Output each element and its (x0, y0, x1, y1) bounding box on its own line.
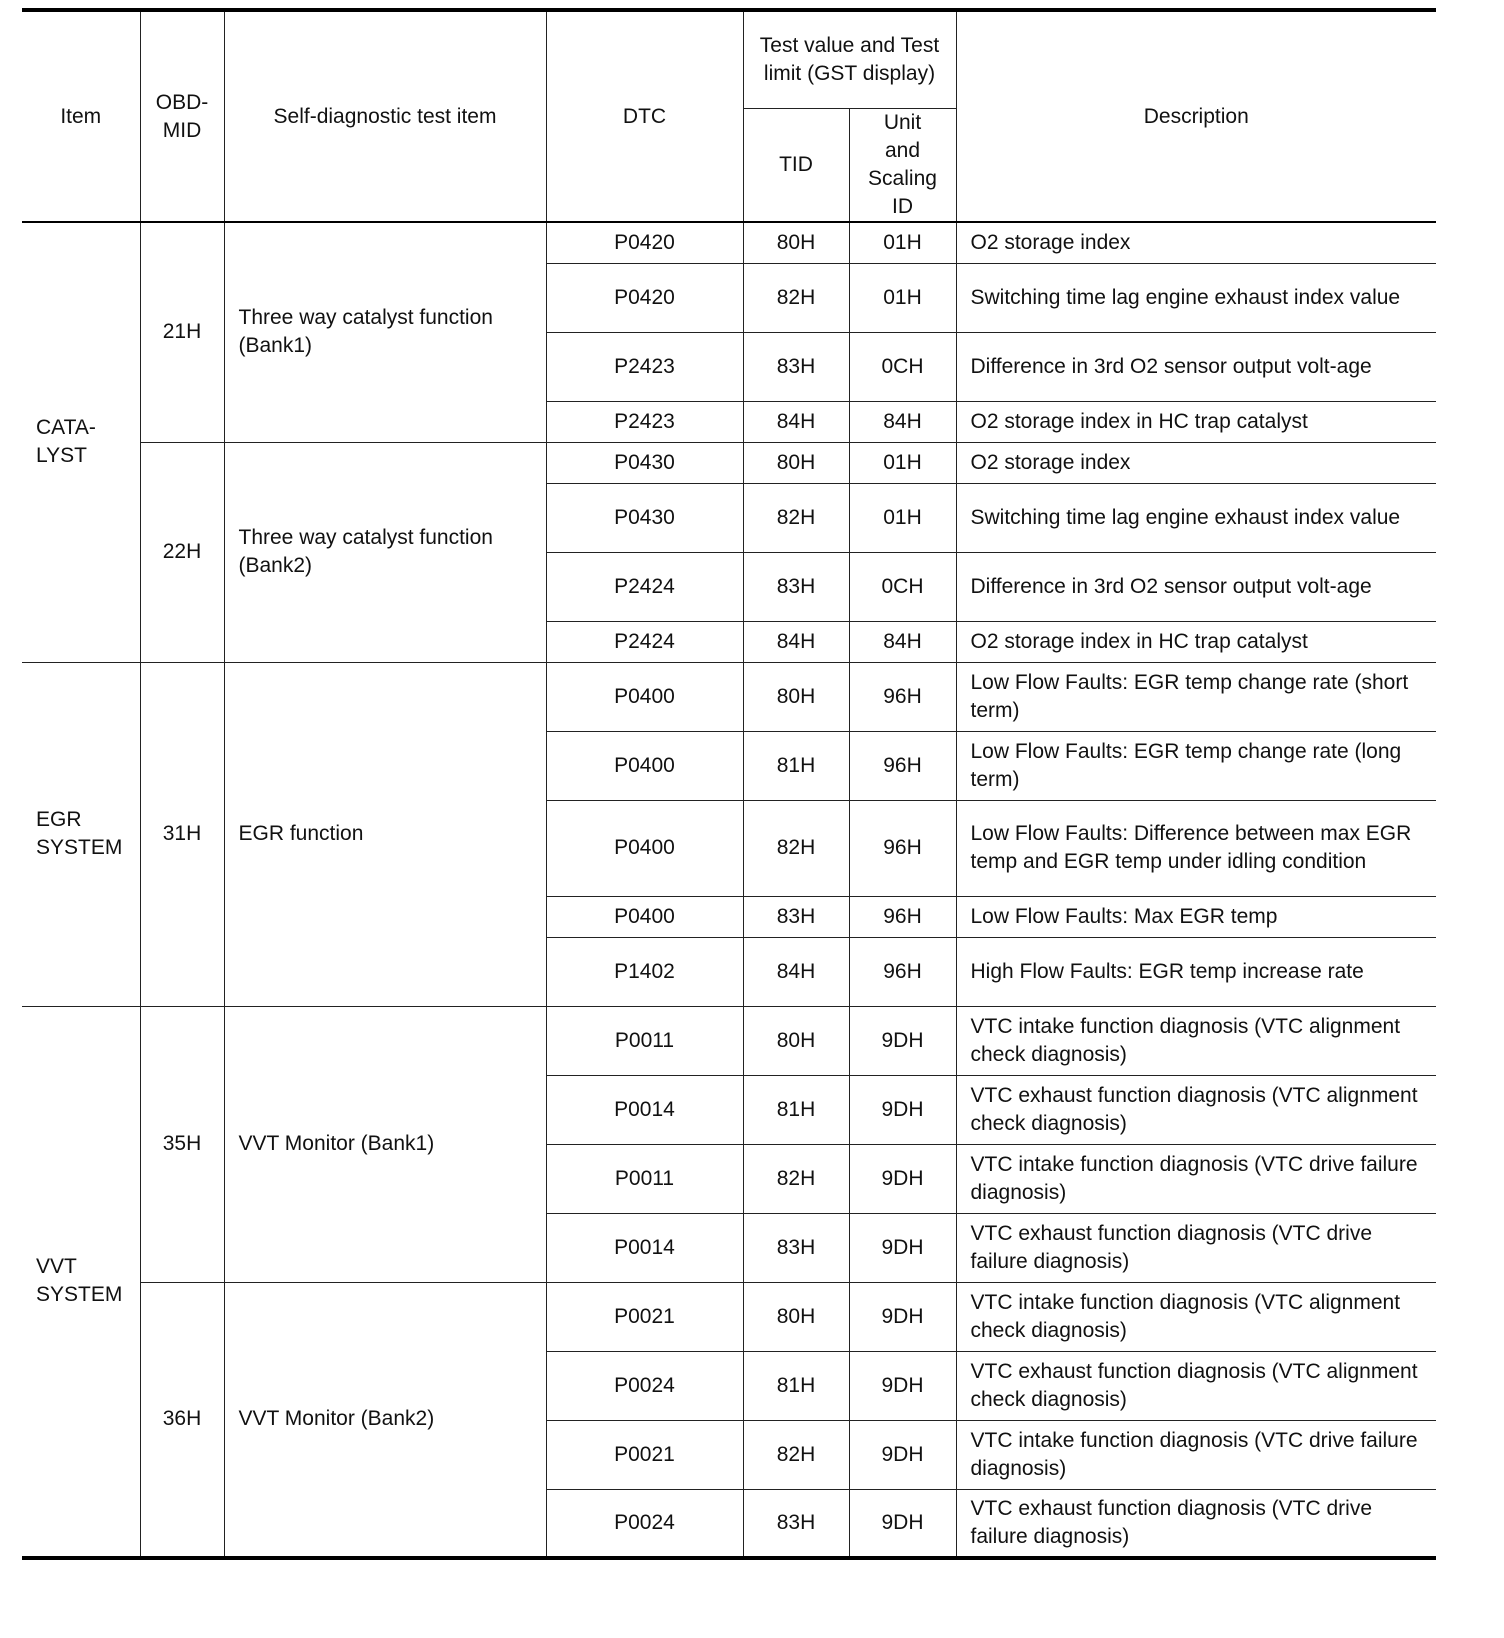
dtc-cell: P0400 (546, 662, 743, 731)
unit-scaling-cell: 0CH (849, 332, 956, 401)
unit-scaling-cell: 9DH (849, 1489, 956, 1558)
tid-cell: 81H (743, 731, 849, 800)
dtc-cell: P2423 (546, 332, 743, 401)
unit-scaling-cell: 96H (849, 662, 956, 731)
unit-scaling-cell: 84H (849, 401, 956, 442)
obd-mid-cell: 31H (140, 662, 224, 1006)
unit-scaling-cell: 0CH (849, 552, 956, 621)
description-cell: VTC exhaust function diagnosis (VTC alignment check diagnosis) (956, 1075, 1436, 1144)
table-row (22, 1282, 1436, 1351)
tid-cell: 80H (743, 662, 849, 731)
dtc-cell: P0400 (546, 800, 743, 896)
tid-cell: 83H (743, 552, 849, 621)
dtc-cell: P0420 (546, 263, 743, 332)
unit-scaling-cell: 9DH (849, 1006, 956, 1075)
tid-cell: 82H (743, 483, 849, 552)
dtc-cell: P0011 (546, 1144, 743, 1213)
test-item-cell: Three way catalyst function (Bank1) (224, 222, 546, 442)
description-cell: O2 storage index in HC trap catalyst (956, 621, 1436, 662)
tid-cell: 82H (743, 1144, 849, 1213)
description-cell: VTC exhaust function diagnosis (VTC alignment check diagnosis) (956, 1351, 1436, 1420)
unit-scaling-cell: 96H (849, 731, 956, 800)
table-body (22, 222, 1436, 1558)
tid-cell: 82H (743, 1420, 849, 1489)
dtc-cell: P0400 (546, 896, 743, 937)
item-cell: VVT SYSTEM (22, 1006, 140, 1558)
dtc-cell: P0400 (546, 731, 743, 800)
obd-mid-table (22, 8, 1436, 1560)
test-item-cell: VVT Monitor (Bank2) (224, 1282, 546, 1558)
tid-cell: 83H (743, 896, 849, 937)
description-cell: Difference in 3rd O2 sensor output volt-age (956, 552, 1436, 621)
unit-scaling-cell: 01H (849, 222, 956, 263)
header-test-value: Test value and Test limit (GST display) (743, 10, 956, 109)
item-cell: EGR SYSTEM (22, 662, 140, 1006)
description-cell: VTC exhaust function diagnosis (VTC drive failure diagnosis) (956, 1213, 1436, 1282)
obd-mid-cell: 21H (140, 222, 224, 442)
unit-scaling-cell: 01H (849, 263, 956, 332)
dtc-cell: P0430 (546, 483, 743, 552)
tid-cell: 80H (743, 1282, 849, 1351)
description-cell: Difference in 3rd O2 sensor output volt-age (956, 332, 1436, 401)
tid-cell: 81H (743, 1075, 849, 1144)
tid-cell: 80H (743, 442, 849, 483)
header-obd-mid: OBD-MID (140, 10, 224, 222)
tid-cell: 84H (743, 937, 849, 1006)
unit-scaling-cell: 9DH (849, 1420, 956, 1489)
unit-scaling-cell: 9DH (849, 1213, 956, 1282)
description-cell: VTC intake function diagnosis (VTC alignment check diagnosis) (956, 1006, 1436, 1075)
dtc-cell: P0014 (546, 1213, 743, 1282)
unit-scaling-cell: 84H (849, 621, 956, 662)
tid-cell: 83H (743, 1489, 849, 1558)
test-item-cell: EGR function (224, 662, 546, 1006)
dtc-cell: P0430 (546, 442, 743, 483)
table-row (22, 222, 1436, 263)
tid-cell: 84H (743, 621, 849, 662)
dtc-cell: P0420 (546, 222, 743, 263)
obd-mid-cell: 22H (140, 442, 224, 662)
tid-cell: 80H (743, 222, 849, 263)
tid-cell: 83H (743, 332, 849, 401)
description-cell: VTC intake function diagnosis (VTC drive failure diagnosis) (956, 1144, 1436, 1213)
obd-mid-cell: 36H (140, 1282, 224, 1558)
unit-scaling-cell: 96H (849, 896, 956, 937)
unit-scaling-cell: 9DH (849, 1075, 956, 1144)
dtc-cell: P1402 (546, 937, 743, 1006)
tid-cell: 84H (743, 401, 849, 442)
unit-scaling-cell: 96H (849, 800, 956, 896)
tid-cell: 82H (743, 263, 849, 332)
description-cell: O2 storage index in HC trap catalyst (956, 401, 1436, 442)
unit-scaling-cell: 9DH (849, 1282, 956, 1351)
header-unit-scaling-id: Unit and Scaling ID (849, 109, 956, 223)
header-dtc: DTC (546, 10, 743, 222)
description-cell: Switching time lag engine exhaust index value (956, 483, 1436, 552)
description-cell: O2 storage index (956, 222, 1436, 263)
unit-scaling-cell: 96H (849, 937, 956, 1006)
dtc-cell: P2424 (546, 621, 743, 662)
description-cell: Low Flow Faults: EGR temp change rate (long term) (956, 731, 1436, 800)
tid-cell: 81H (743, 1351, 849, 1420)
table-row (22, 662, 1436, 731)
item-cell: CATA-LYST (22, 222, 140, 662)
unit-scaling-cell: 01H (849, 442, 956, 483)
dtc-cell: P0014 (546, 1075, 743, 1144)
header-tid: TID (743, 109, 849, 223)
dtc-cell: P0011 (546, 1006, 743, 1075)
header-description: Description (956, 10, 1436, 222)
tid-cell: 80H (743, 1006, 849, 1075)
description-cell: Switching time lag engine exhaust index value (956, 263, 1436, 332)
unit-scaling-cell: 9DH (849, 1351, 956, 1420)
test-item-cell: VVT Monitor (Bank1) (224, 1006, 546, 1282)
table-row (22, 1006, 1436, 1075)
dtc-cell: P0021 (546, 1420, 743, 1489)
obd-mid-cell: 35H (140, 1006, 224, 1282)
dtc-cell: P2423 (546, 401, 743, 442)
table-row (22, 442, 1436, 483)
unit-scaling-cell: 9DH (849, 1144, 956, 1213)
description-cell: Low Flow Faults: Difference between max EGR temp and EGR temp under idling condition (956, 800, 1436, 896)
unit-scaling-cell: 01H (849, 483, 956, 552)
description-cell: VTC exhaust function diagnosis (VTC drive failure diagnosis) (956, 1489, 1436, 1558)
test-item-cell: Three way catalyst function (Bank2) (224, 442, 546, 662)
description-cell: Low Flow Faults: EGR temp change rate (short term) (956, 662, 1436, 731)
tid-cell: 83H (743, 1213, 849, 1282)
description-cell: O2 storage index (956, 442, 1436, 483)
tid-cell: 82H (743, 800, 849, 896)
dtc-cell: P2424 (546, 552, 743, 621)
header-self-diagnostic-test-item: Self-diagnostic test item (224, 10, 546, 222)
dtc-cell: P0024 (546, 1351, 743, 1420)
dtc-cell: P0024 (546, 1489, 743, 1558)
dtc-cell: P0021 (546, 1282, 743, 1351)
header-item: Item (22, 10, 140, 222)
description-cell: VTC intake function diagnosis (VTC alignment check diagnosis) (956, 1282, 1436, 1351)
description-cell: VTC intake function diagnosis (VTC drive failure diagnosis) (956, 1420, 1436, 1489)
description-cell: High Flow Faults: EGR temp increase rate (956, 937, 1436, 1006)
description-cell: Low Flow Faults: Max EGR temp (956, 896, 1436, 937)
